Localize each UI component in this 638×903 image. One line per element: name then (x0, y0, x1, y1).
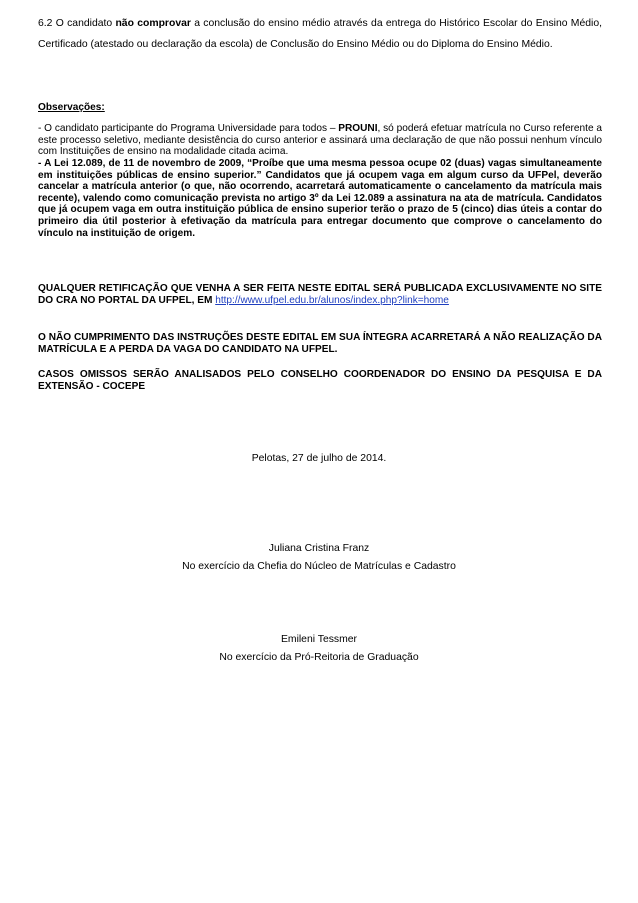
nao-cumprimento-notice: O NÃO CUMPRIMENTO DAS INSTRUÇÕES DESTE EDITAL EM SUA ÍNTEGRA ACARRETARÁ A NÃO REALIZAÇÃO DA MATRÍCULA E A PERDA DA VAGA DO CANDIDATO NA UFPEL. (38, 332, 602, 355)
lei-12089-paragraph: - A Lei 12.089, de 11 de novembro de 2009, “Proíbe que uma mesma pessoa ocupe 02 (duas) vagas simultaneamente em instituições públicas de ensino superior.” Candidatos que já ocupem vaga em algum curso da UFPel, deverão cancelar a matrícula anterior (o que, não ocorrendo, acarretará automaticamente o cancelamento da matrícula mais recente), valendo como comunicação prevista no artigo 3º da Lei 12.089 a assinatura na ata de matrícula. Candidatos que já ocupem vaga em outra instituição pública de ensino superior terão o prazo de 5 (cinco) dias úteis a contar do primeiro dia útil posterior à efetivação da matrícula para entregar documento que comprove o cancelamento do vínculo na instituição de origem. (38, 158, 602, 239)
retificacao-text: QUALQUER RETIFICAÇÃO QUE VENHA A SER FEITA NESTE EDITAL SERÁ PUBLICADA EXCLUSIVAMENTE NO SITE DO CRA NO PORTAL DA UFPEL, EM (38, 283, 602, 306)
section-6-2-bold: não comprovar (115, 18, 191, 29)
prouni-text-a: - O candidato participante do Programa Universidade para todos – (38, 123, 339, 134)
casos-omissos-notice: CASOS OMISSOS SERÃO ANALISADOS PELO CONSELHO COORDENADOR DO ENSINO DA PESQUISA E DA EXTENSÃO - COCEPE (38, 369, 602, 393)
prouni-paragraph (38, 123, 602, 158)
retificacao-notice (38, 283, 602, 306)
signature-1-name: Juliana Cristina Franz (268, 543, 370, 554)
observacoes-heading: Observações: (38, 102, 105, 113)
signature-1-role: No exercício da Chefia do Núcleo de Matrículas e Cadastro (182, 561, 456, 572)
section-6-2-paragraph (38, 13, 602, 55)
signature-2-name: Emileni Tessmer (280, 634, 358, 645)
section-6-2-lead: 6.2 O candidato (38, 18, 116, 29)
cra-portal-link[interactable]: http://www.ufpel.edu.br/alunos/index.php?link=home (215, 294, 449, 306)
section-6-2-rest: a conclusão do ensino médio através da entrega do Histórico Escolar do Ensino Médio, Certificado (atestado ou declaração da escola) de Conclusão do Ensino Médio ou do Diploma do Ensino Médio. (38, 18, 602, 50)
date-line: Pelotas, 27 de julho de 2014. (251, 453, 387, 464)
prouni-bold: PROUNI (338, 123, 378, 134)
prouni-text-b: , só poderá efetuar matrícula no Curso referente a este processo seletivo, mediante desistência do curso anterior e assinará uma declaração de que não possui nenhum vínculo com Instituições de ensino na modalidade citada acima. (38, 123, 602, 158)
signature-2-role: No exercício da Pró-Reitoria de Graduação (219, 652, 419, 663)
